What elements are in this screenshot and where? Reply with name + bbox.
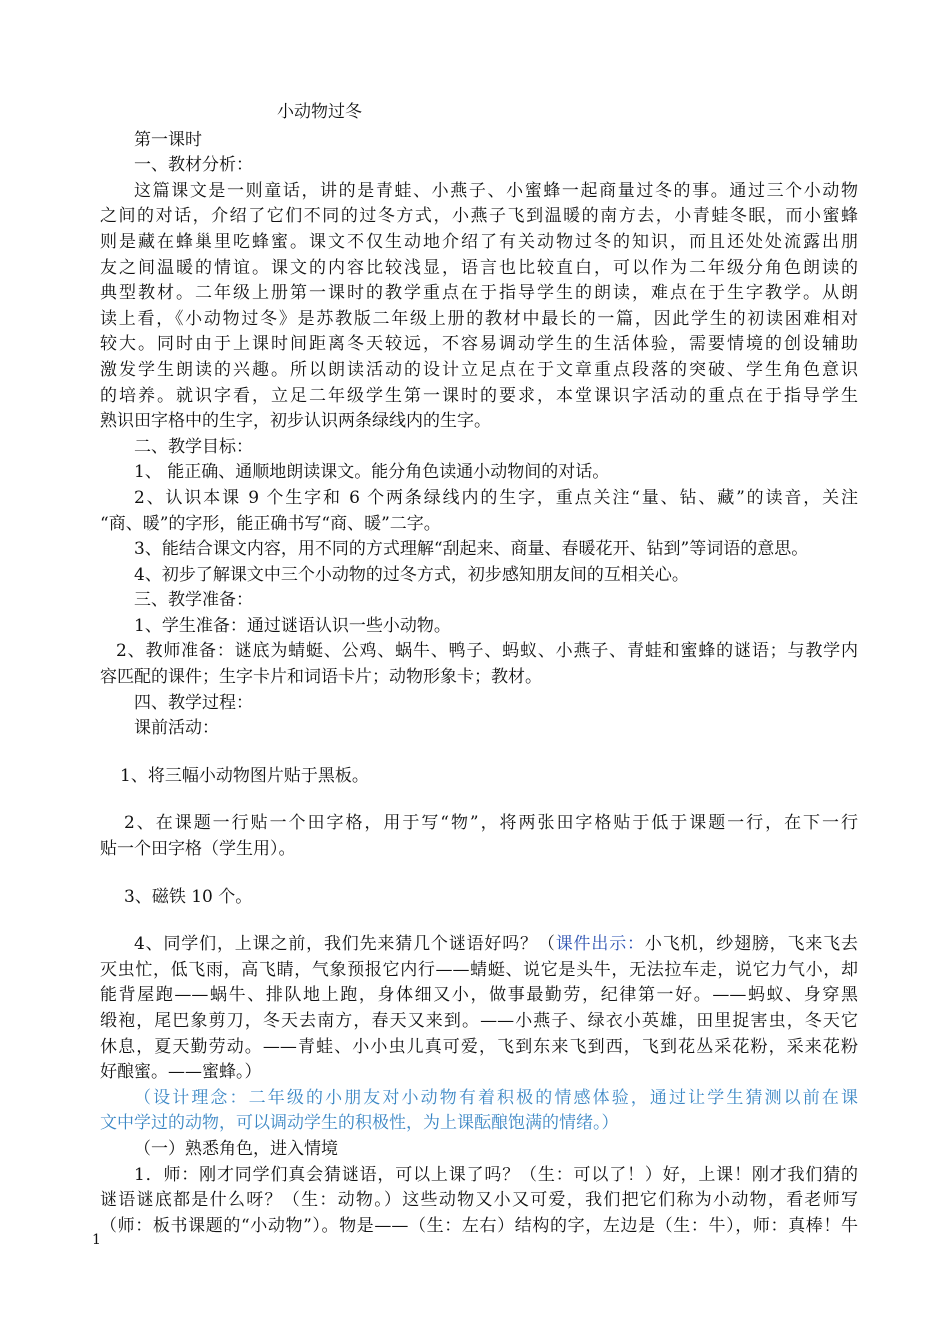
courseware-highlight: 课件出示： bbox=[555, 934, 645, 955]
goal-item: 1、 能正确、通顺地朗读课文。能分角色读通小动物间的对话。 bbox=[134, 462, 610, 483]
document-page bbox=[100, 100, 858, 1239]
activity-item: 2、在课题一行贴一个田字格，用于写“物”，将两张田字格贴于低于课题一行，在下一行 bbox=[124, 813, 858, 834]
paragraph-line: 典型教材。二年级上册第一课时的教学重点在于指导学生的朗读，难点在于生字教学。从朗 bbox=[100, 283, 858, 304]
analysis-paragraph bbox=[100, 179, 858, 435]
lesson-label: 第一课时 bbox=[134, 129, 202, 150]
goal-item-continued: “商、暖”的字形，能正确书写“商、暖”二字。 bbox=[100, 513, 441, 534]
activity-item: 1、将三幅小动物图片贴于黑板。 bbox=[120, 765, 369, 786]
paragraph-line: 熟识田字格中的生字，初步认识两条绿线内的生字。 bbox=[100, 411, 491, 432]
dialog-line: 1．师：刚才同学们真会猜谜语，可以上课了吗？（生：可以了！）好，上课！刚才我们猜的 bbox=[134, 1164, 858, 1185]
paragraph-line: 友之间温暖的情谊。课文的内容比较浅显，语言也比较直白，可以作为二年级分角色朗读的 bbox=[100, 257, 858, 278]
design-note: （设计理念：二年级的小朋友对小动物有着积极的情感体验，通过让学生猜测以前在课 bbox=[134, 1087, 858, 1108]
section-heading-process: 四、教学过程： bbox=[134, 692, 253, 713]
prep-item-continued: 容匹配的课件；生字卡片和词语卡片；动物形象卡；教材。 bbox=[100, 667, 542, 688]
riddle-intro-text: 4、同学们，上课之前，我们先来猜几个谜语好吗？（ bbox=[134, 934, 556, 955]
section-heading-analysis: 一、教材分析： bbox=[134, 155, 253, 176]
riddle-first-text: 小飞机，纱翅膀，飞来飞去 bbox=[644, 934, 858, 955]
goal-item: 3、能结合课文内容，用不同的方式理解“刮起来、商量、春暖花开、钻到”等词语的意思。 bbox=[134, 539, 809, 560]
goal-item: 4、初步了解课文中三个小动物的过冬方式，初步感知朋友间的互相关心。 bbox=[134, 564, 689, 585]
part-heading: （一）熟悉角色，进入情境 bbox=[134, 1138, 338, 1159]
activity-riddle-intro bbox=[100, 932, 858, 958]
paragraph-line: 这篇课文是一则童话，讲的是青蛙、小燕子、小蜜蜂一起商量过冬的事。通过三个小动物 bbox=[134, 180, 858, 201]
activity-item-continued: 贴一个田字格（学生用）。 bbox=[100, 839, 296, 860]
riddle-line: 能背屋跑——蜗牛、排队地上跑，身体细又小，做事最勤劳，纪律第一好。——蚂蚁、身穿黑 bbox=[100, 985, 858, 1006]
prep-item: 2、教师准备：谜底为蜻蜓、公鸡、蜗牛、鸭子、蚂蚁、小燕子、青蛙和蜜蜂的谜语；与教学内 bbox=[116, 641, 858, 662]
paragraph-line: 的培养。就识字看，立足二年级学生第一课时的要求，本堂课识字活动的重点在于指导学生 bbox=[100, 385, 858, 406]
riddle-line: 好酿蜜。——蜜蜂。） bbox=[100, 1062, 262, 1083]
paragraph-line: 激发学生朗读的兴趣。所以朗读活动的设计立足点在于文章重点段落的突破、学生角色意识 bbox=[100, 359, 858, 380]
prep-item: 1、学生准备：通过谜语认识一些小动物。 bbox=[134, 615, 451, 636]
dialog-line: （师：板书课题的“小动物”）。物是——（生：左右）结构的字，左边是（生：牛），师：真棒！牛 bbox=[100, 1215, 858, 1236]
goal-item: 2、认识本课 9 个生字和 6 个两条绿线内的生字，重点关注“量、钻、藏”的读音，关注 bbox=[134, 487, 858, 508]
section-heading-preparation: 三、教学准备： bbox=[134, 590, 253, 611]
pre-class-label: 课前活动： bbox=[134, 718, 219, 739]
document-title: 小动物过冬 bbox=[277, 102, 362, 122]
design-note-continued: 文中学过的动物，可以调动学生的积极性，为上课酝酿饱满的情绪。） bbox=[100, 1113, 619, 1134]
paragraph-line: 较大。同时由于上课时间距离冬天较远，不容易调动学生的生活体验，需要情境的创设辅助 bbox=[100, 334, 858, 355]
paragraph-line: 之间的对话，介绍了它们不同的过冬方式，小燕子飞到温暖的南方去，小青蛙冬眠，而小蜜蜂 bbox=[100, 206, 858, 227]
riddle-line: 休息，夏天勤劳动。——青蛙、小小虫儿真可爱，飞到东来飞到西，飞到花丛采花粉，采来花粉 bbox=[100, 1036, 858, 1057]
page-number: 1 bbox=[92, 1232, 101, 1248]
activity-item: 3、磁铁 10 个。 bbox=[124, 886, 253, 907]
dialog-line: 谜语谜底都是什么呀？（生：动物。）这些动物又小又可爱，我们把它们称为小动物，看老师写 bbox=[100, 1190, 858, 1211]
paragraph-line: 则是藏在蜂巢里吃蜂蜜。课文不仅生动地介绍了有关动物过冬的知识，而且还处处流露出朋 bbox=[100, 231, 858, 252]
paragraph-line: 读上看，《小动物过冬》是苏教版二年级上册的教材中最长的一篇，因此学生的初读困难相对 bbox=[100, 308, 858, 329]
riddle-line: 灭虫忙，低飞雨，高飞睛，气象预报它内行——蜻蜓、说它是头牛，无法拉车走，说它力气小，却 bbox=[100, 959, 858, 980]
riddle-line: 缎袍，尾巴象剪刀，冬天去南方，春天又来到。——小燕子、绿衣小英雄，田里捉害虫，冬天它 bbox=[100, 1011, 858, 1031]
section-heading-goals: 二、教学目标： bbox=[134, 436, 253, 457]
